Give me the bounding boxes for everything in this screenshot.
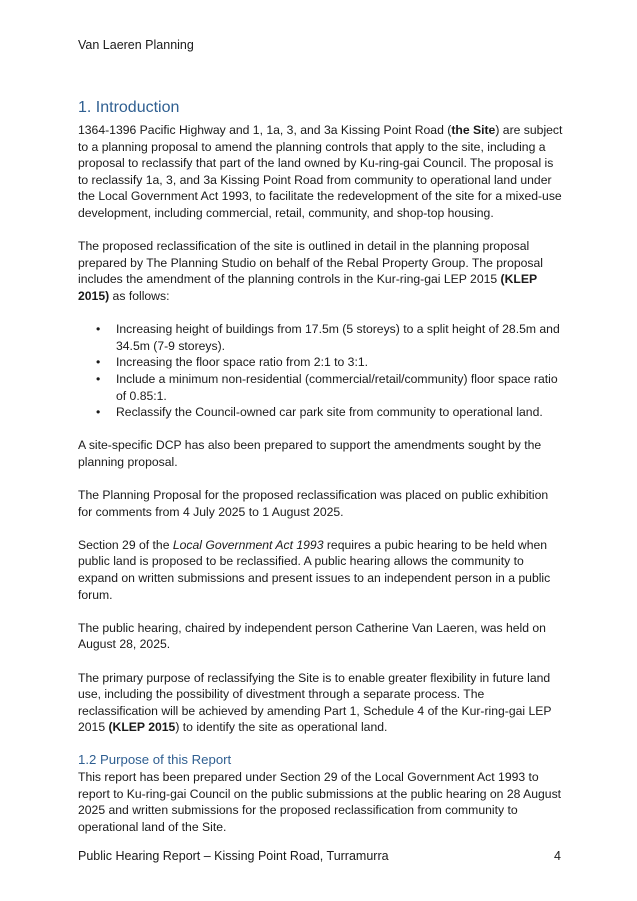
intro-paragraph-5: Section 29 of the Local Government Act 1993 requires a pubic hearing to be held when public land is proposed to be reclassified. A public hearing allows the community to expand on written submissions and present issues to an independent person in a public forum. — [78, 537, 551, 602]
intro-paragraph-6: The public hearing, chaired by independent person Catherine Van Laeren, was held on August 28, 2025. — [78, 620, 546, 652]
header-org: Van Laeren Planning — [78, 38, 194, 52]
page-body — [78, 98, 563, 835]
defined-term-the-site: the Site — [451, 123, 496, 137]
running-header — [78, 38, 194, 52]
defined-term-klep: (KLEP 2015) — [78, 272, 537, 303]
defined-term-klep: (KLEP 2015 — [108, 720, 176, 735]
intro-paragraph-4: The Planning Proposal for the proposed reclassification was placed on public exhibition for comments from 4 July 2025 to 1 August 2025. — [78, 488, 549, 519]
amendments-list — [78, 321, 563, 421]
page-number: 4 — [554, 849, 561, 863]
intro-paragraph-7: The primary purpose of reclassifying the Site is to enable greater flexibility in future land use, including the possibility of divestment through a separate process. The reclassification will be achieved by amending Part 1, Schedule 4 of the Kur-ring-gai LEP 2015 (KLEP 2015) to identify the site as operational land. — [78, 670, 552, 735]
purpose-paragraph: This report has been prepared under Section 29 of the Local Government Act 1993 to report to Ku-ring-gai Council on the public submissions at the public hearing on 28 August 2025 and written submissions for the proposed reclassification from community to operational land of the Site. — [78, 769, 562, 834]
list-item: • Increasing the floor space ratio from 2:1 to 3:1. — [78, 354, 563, 371]
act-title: Local Government Act 1993 — [172, 537, 324, 552]
section-heading-purpose: 1.2 Purpose of this Report — [78, 751, 232, 767]
list-item: • Reclassify the Council-owned car park site from community to operational land. — [78, 404, 563, 421]
intro-paragraph-2: The proposed reclassification of the site is outlined in detail in the planning proposal prepared by The Planning Studio on behalf of the Rebal Property Group. The proposal includes the amendment of the planning controls in the Kur-ring-gai LEP 2015 (KLEP 2015) as follows: — [78, 239, 544, 303]
list-item: • Include a minimum non-residential (commercial/retail/community) floor space ratio of 0.85:1. — [78, 371, 563, 404]
intro-paragraph-1: 1364-1396 Pacific Highway and 1, 1a, 3, and 3a Kissing Point Road (the Site) are subject to a planning proposal to amend the planning controls that apply to the site, including a proposal to reclassify that part of the land owned by Ku-ring-gai Council. The proposal is to reclassify 1a, 3, and 3a Kissing Point Road from community to operational land under the Local Government Act 1993, to facilitate the redevelopment of the site for a mixed-use development, including commercial, retail, community, and shop-top housing. — [78, 123, 563, 220]
section-purpose — [78, 751, 563, 835]
footer-title: Public Hearing Report – Kissing Point Road, Turramurra — [78, 849, 389, 863]
running-footer — [78, 849, 561, 863]
list-item: • Increasing height of buildings from 17.5m (5 storeys) to a split height of 28.5m and 34.5m (7-9 storeys). — [78, 321, 563, 354]
section-heading-introduction: 1. Introduction — [78, 99, 180, 116]
intro-paragraph-3: A site-specific DCP has also been prepared to support the amendments sought by the planning proposal. — [78, 438, 542, 469]
